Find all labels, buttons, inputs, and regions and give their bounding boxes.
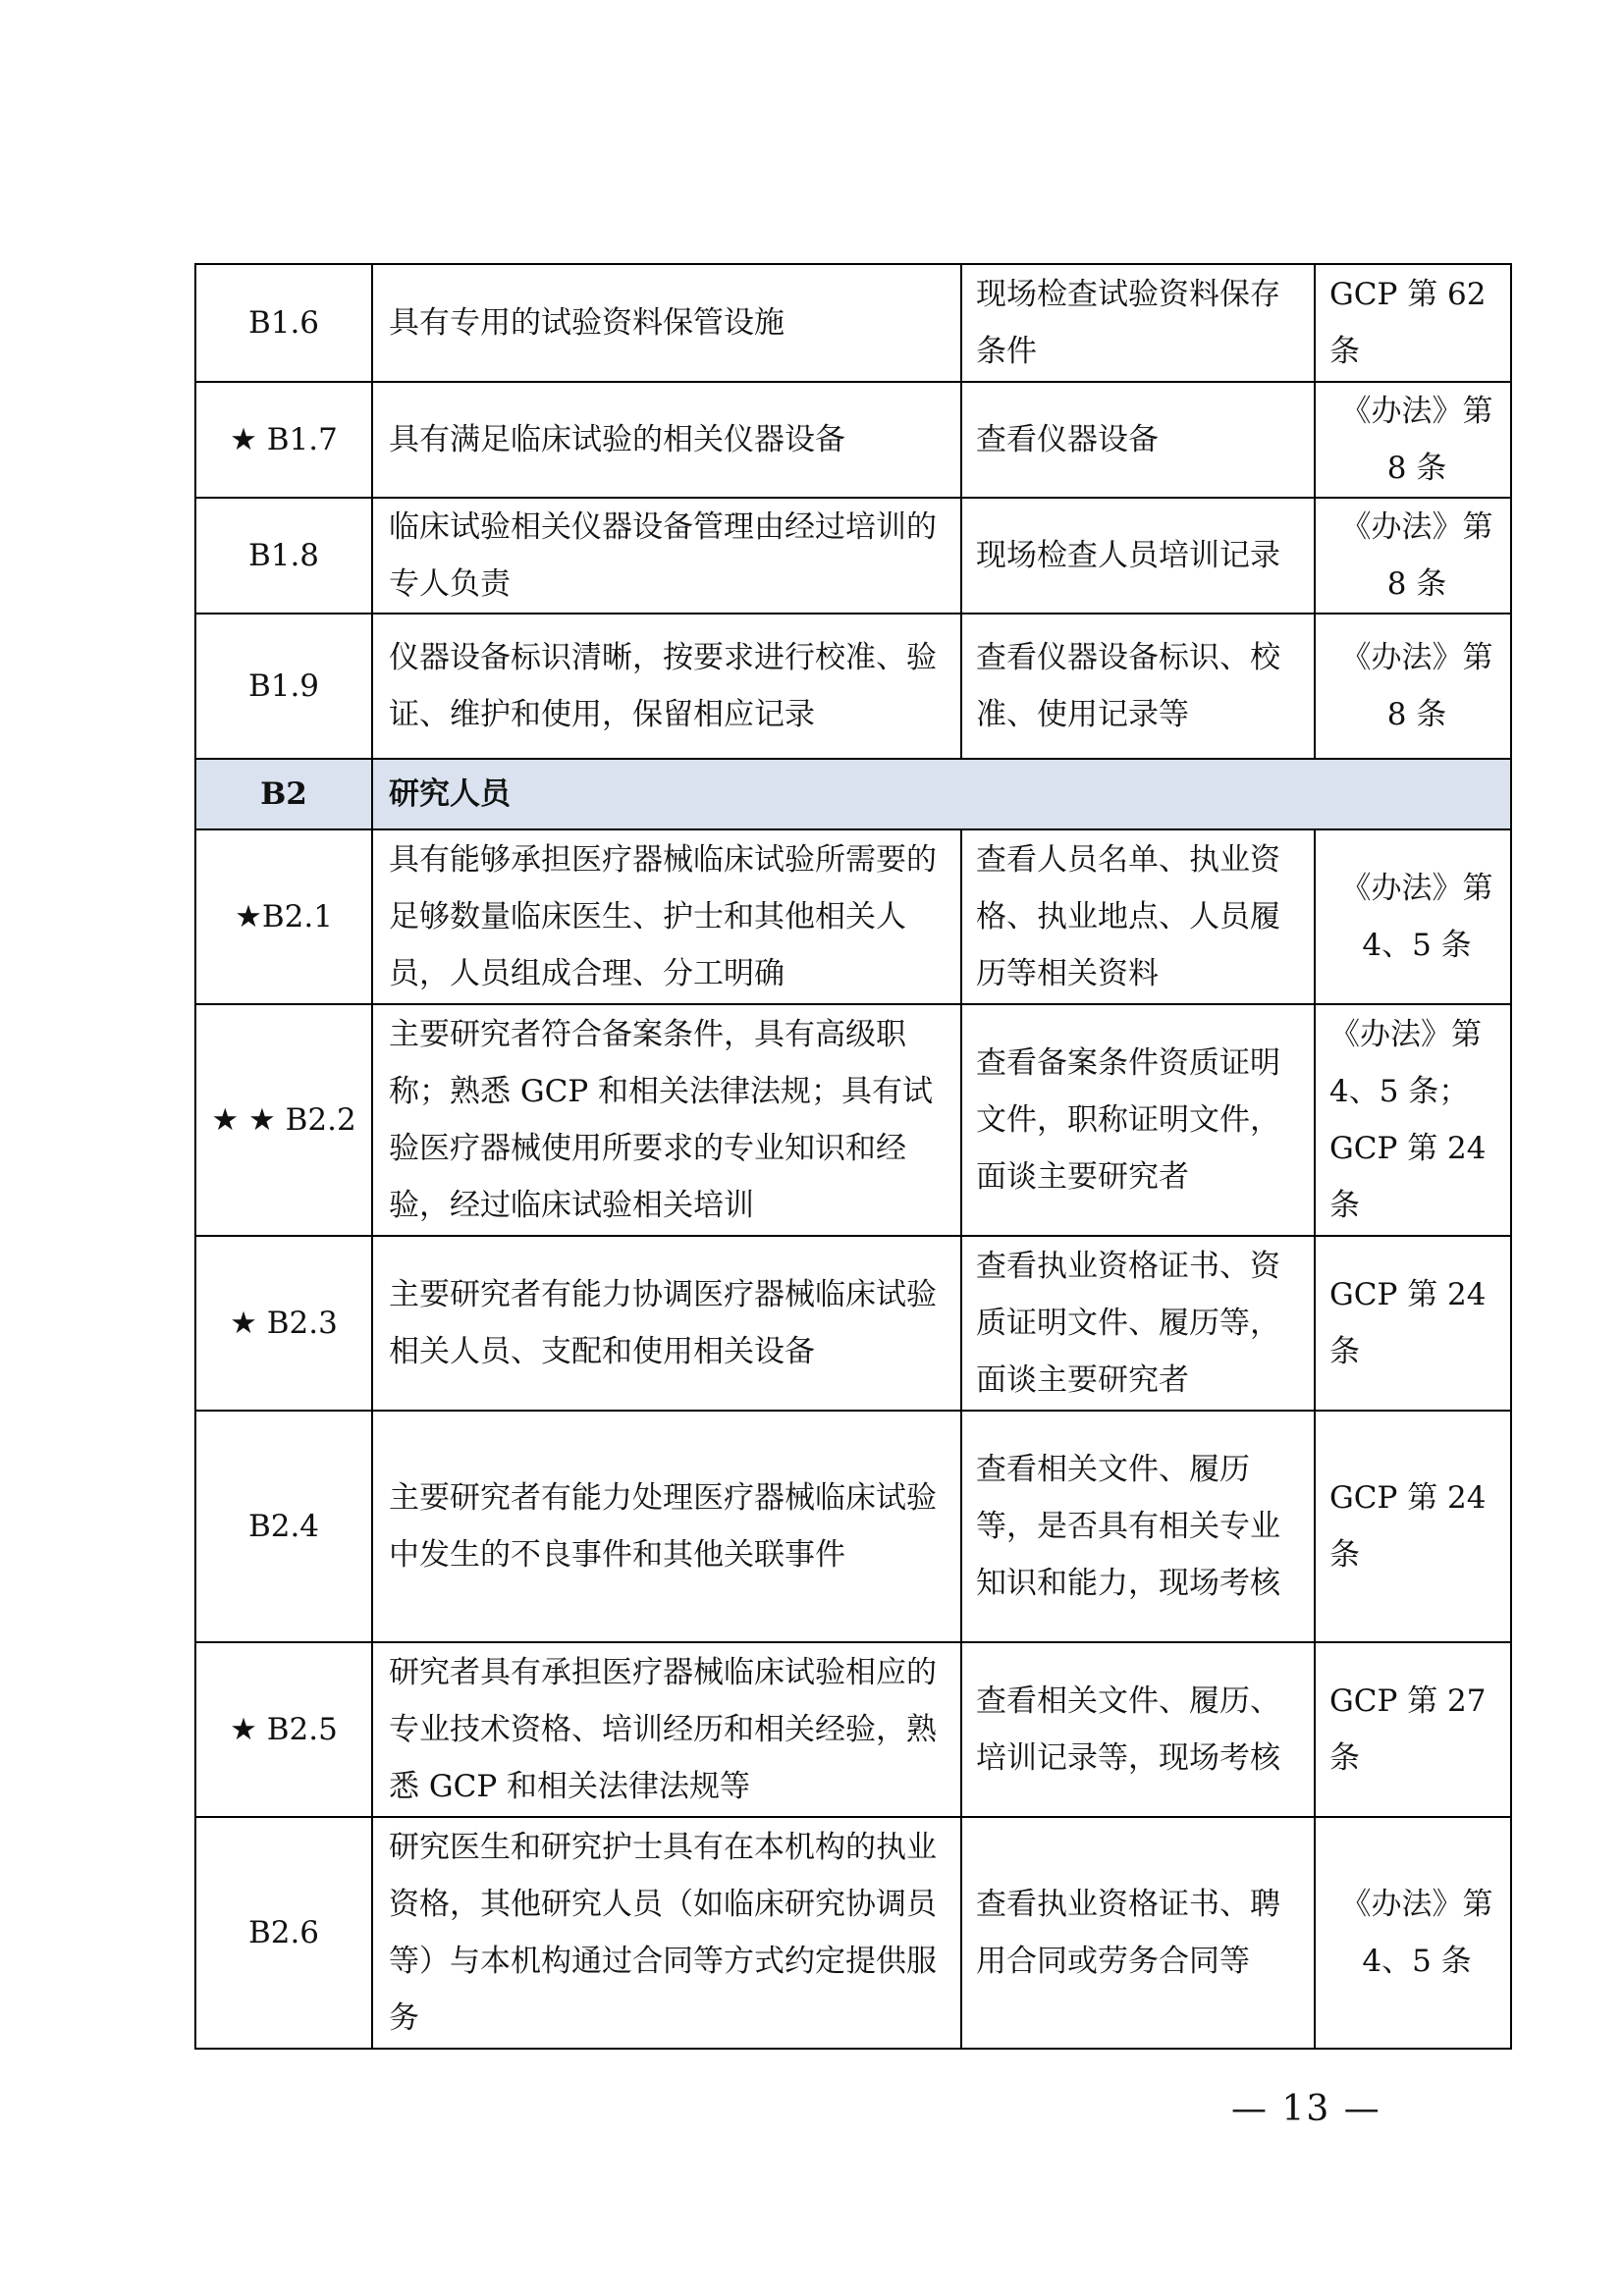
check-method: 查看相关文件、履历等，是否具有相关专业知识和能力，现场考核	[961, 1411, 1315, 1642]
basis: 《办法》第 8 条	[1315, 382, 1511, 498]
section-title: 研究人员	[372, 759, 1511, 829]
item-id: B2.6	[195, 1817, 372, 2049]
basis: 《办法》第 4、5 条	[1315, 1817, 1511, 2049]
item-content: 研究医生和研究护士具有在本机构的执业资格，其他研究人员（如临床研究协调员等）与本机构通过合同等方式约定提供服务	[372, 1817, 961, 2049]
check-method: 查看执业资格证书、聘用合同或劳务合同等	[961, 1817, 1315, 2049]
item-content: 仪器设备标识清晰，按要求进行校准、验证、维护和使用，保留相应记录	[372, 614, 961, 759]
item-id: B1.9	[195, 614, 372, 759]
item-content: 临床试验相关仪器设备管理由经过培训的专人负责	[372, 498, 961, 614]
item-content: 具有满足临床试验的相关仪器设备	[372, 382, 961, 498]
item-content: 具有专用的试验资料保管设施	[372, 264, 961, 382]
table-row	[195, 829, 1511, 1004]
check-method: 查看相关文件、履历、培训记录等，现场考核	[961, 1642, 1315, 1817]
item-id: ★ B2.3	[195, 1236, 372, 1411]
table-row	[195, 264, 1511, 382]
basis: 《办法》第 8 条	[1315, 498, 1511, 614]
table-row	[195, 1411, 1511, 1642]
item-content: 具有能够承担医疗器械临床试验所需要的足够数量临床医生、护士和其他相关人员，人员组成合理、分工明确	[372, 829, 961, 1004]
check-method: 查看执业资格证书、资质证明文件、履历等，面谈主要研究者	[961, 1236, 1315, 1411]
check-method: 查看仪器设备标识、校准、使用记录等	[961, 614, 1315, 759]
basis: GCP 第 62 条	[1315, 264, 1511, 382]
item-content: 主要研究者符合备案条件，具有高级职称；熟悉 GCP 和相关法律法规；具有试验医疗器械使用所要求的专业知识和经验，经过临床试验相关培训	[372, 1004, 961, 1236]
item-id: ★ ★ B2.2	[195, 1004, 372, 1236]
item-content: 研究者具有承担医疗器械临床试验相应的专业技术资格、培训经历和相关经验，熟悉 GCP 和相关法律法规等	[372, 1642, 961, 1817]
basis: GCP 第 24 条	[1315, 1236, 1511, 1411]
check-method: 查看仪器设备	[961, 382, 1315, 498]
table-row	[195, 614, 1511, 759]
page-number: — 13 —	[1231, 2089, 1381, 2129]
basis: 《办法》第 4、5 条	[1315, 829, 1511, 1004]
table-row	[195, 498, 1511, 614]
item-id: B2.4	[195, 1411, 372, 1642]
item-content: 主要研究者有能力协调医疗器械临床试验相关人员、支配和使用相关设备	[372, 1236, 961, 1411]
basis: GCP 第 27 条	[1315, 1642, 1511, 1817]
table-row	[195, 1236, 1511, 1411]
basis: 《办法》第 4、5 条；GCP 第 24 条	[1315, 1004, 1511, 1236]
inspection-table	[194, 263, 1512, 2050]
item-id: B1.6	[195, 264, 372, 382]
check-method: 查看备案条件资质证明文件，职称证明文件，面谈主要研究者	[961, 1004, 1315, 1236]
check-method: 现场检查人员培训记录	[961, 498, 1315, 614]
item-id: ★ B2.5	[195, 1642, 372, 1817]
basis: GCP 第 24 条	[1315, 1411, 1511, 1642]
item-id: ★B2.1	[195, 829, 372, 1004]
table-row	[195, 382, 1511, 498]
basis: 《办法》第 8 条	[1315, 614, 1511, 759]
section-id: B2	[195, 759, 372, 829]
item-id: B1.8	[195, 498, 372, 614]
check-method: 查看人员名单、执业资格、执业地点、人员履历等相关资料	[961, 829, 1315, 1004]
check-method: 现场检查试验资料保存条件	[961, 264, 1315, 382]
table-row	[195, 1004, 1511, 1236]
item-id: ★ B1.7	[195, 382, 372, 498]
table-row	[195, 1817, 1511, 2049]
item-content: 主要研究者有能力处理医疗器械临床试验中发生的不良事件和其他关联事件	[372, 1411, 961, 1642]
section-header-row	[195, 759, 1511, 829]
table-row	[195, 1642, 1511, 1817]
